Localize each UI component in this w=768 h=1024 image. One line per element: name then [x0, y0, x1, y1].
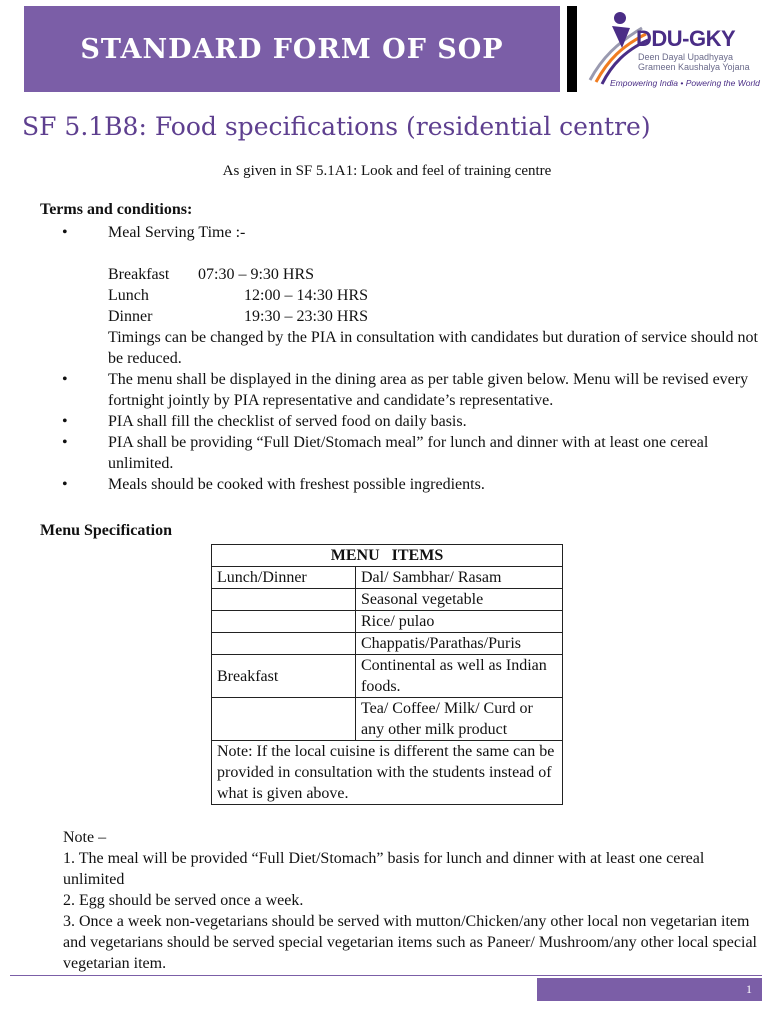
- logo-subtitle: Deen Dayal Upadhyaya Grameen Kaushalya Yojana: [638, 52, 750, 72]
- meal-name: Dinner: [108, 308, 153, 325]
- logo-tagline: Empowering India • Powering the World: [610, 78, 760, 88]
- meal-time-label: • Meal Serving Time :-: [108, 224, 246, 241]
- table-cell-category: Lunch/Dinner: [212, 567, 356, 589]
- table-row: [212, 655, 563, 698]
- page-number: 1: [537, 978, 762, 1001]
- meal-row-lunch: [108, 285, 760, 306]
- table-header: MENU ITEMS: [212, 545, 563, 567]
- list-item: • PIA shall fill the checklist of served food on daily basis.: [40, 411, 760, 432]
- table-cell-item: Continental as well as Indian foods.: [356, 655, 563, 698]
- ddu-gky-logo: [582, 8, 762, 94]
- table-cell-category: [212, 611, 356, 633]
- table-cell-item: Chappatis/Parathas/Puris: [356, 633, 563, 655]
- terms-list: [40, 222, 760, 495]
- notes-block: [63, 827, 763, 974]
- meal-time: 12:00 – 14:30 HRS: [244, 287, 369, 304]
- meal-row-breakfast: [108, 264, 760, 285]
- meal-name: Breakfast: [108, 266, 170, 283]
- table-cell-category: [212, 698, 356, 741]
- header-banner: [24, 6, 560, 92]
- table-cell-item: Seasonal vegetable: [356, 589, 563, 611]
- table-row: [212, 698, 563, 741]
- note-item: 3. Once a week non-vegetarians should be served with mutton/Chicken/any other local non vegetarian item and vegetarians should be served special vegetarian items such as Paneer/ Mushroom/any other local special vegetarian item.: [63, 913, 757, 972]
- logo-divider: [567, 6, 577, 92]
- menu-table: [211, 544, 563, 805]
- table-note: Note: If the local cuisine is different the same can be provided in consultation with the students instead of what is given above.: [212, 741, 563, 805]
- table-row: [212, 589, 563, 611]
- list-item: [40, 222, 760, 369]
- note-item: 2. Egg should be served once a week.: [63, 892, 304, 909]
- terms-heading: Terms and conditions:: [40, 201, 193, 218]
- footer-rule: [10, 975, 762, 976]
- list-item: • The menu shall be displayed in the dining area as per table given below. Menu will be revised every fortnight jointly by PIA representative and candidate’s representative.: [40, 369, 760, 411]
- meal-time: 07:30 – 9:30 HRS: [198, 266, 315, 283]
- meal-time: 19:30 – 23:30 HRS: [244, 308, 369, 325]
- table-cell-category: [212, 589, 356, 611]
- table-cell-category: Breakfast: [212, 655, 356, 698]
- list-item: • Meals should be cooked with freshest possible ingredients.: [40, 474, 760, 495]
- table-row: [212, 633, 563, 655]
- table-cell-category: [212, 633, 356, 655]
- list-item: • PIA shall be providing “Full Diet/Stomach meal” for lunch and dinner with at least one cereal unlimited.: [40, 432, 760, 474]
- logo-wordmark: DDU-GKY: [636, 26, 736, 51]
- table-header-row: [212, 545, 563, 567]
- table-note-row: [212, 741, 563, 805]
- table-cell-item: Rice/ pulao: [356, 611, 563, 633]
- table-row: [212, 611, 563, 633]
- table-cell-item: Dal/ Sambhar/ Rasam: [356, 567, 563, 589]
- table-row: [212, 567, 563, 589]
- meal-row-dinner: [108, 306, 760, 327]
- note-item: 1. The meal will be provided “Full Diet/Stomach” basis for lunch and dinner with at least one cereal unlimited: [63, 850, 705, 888]
- table-cell-item: Tea/ Coffee/ Milk/ Curd or any other milk product: [356, 698, 563, 741]
- notes-heading: Note –: [63, 829, 107, 846]
- timing-note: Timings can be changed by the PIA in consultation with candidates but duration of service should not be reduced.: [108, 329, 758, 367]
- banner-title: STANDARD FORM OF SOP: [80, 33, 504, 65]
- document-title: SF 5.1B8: Food specifications (residential centre): [22, 112, 651, 141]
- menu-heading: Menu Specification: [40, 522, 172, 539]
- document-subtitle: As given in SF 5.1A1: Look and feel of training centre: [222, 163, 552, 179]
- meal-name: Lunch: [108, 287, 149, 304]
